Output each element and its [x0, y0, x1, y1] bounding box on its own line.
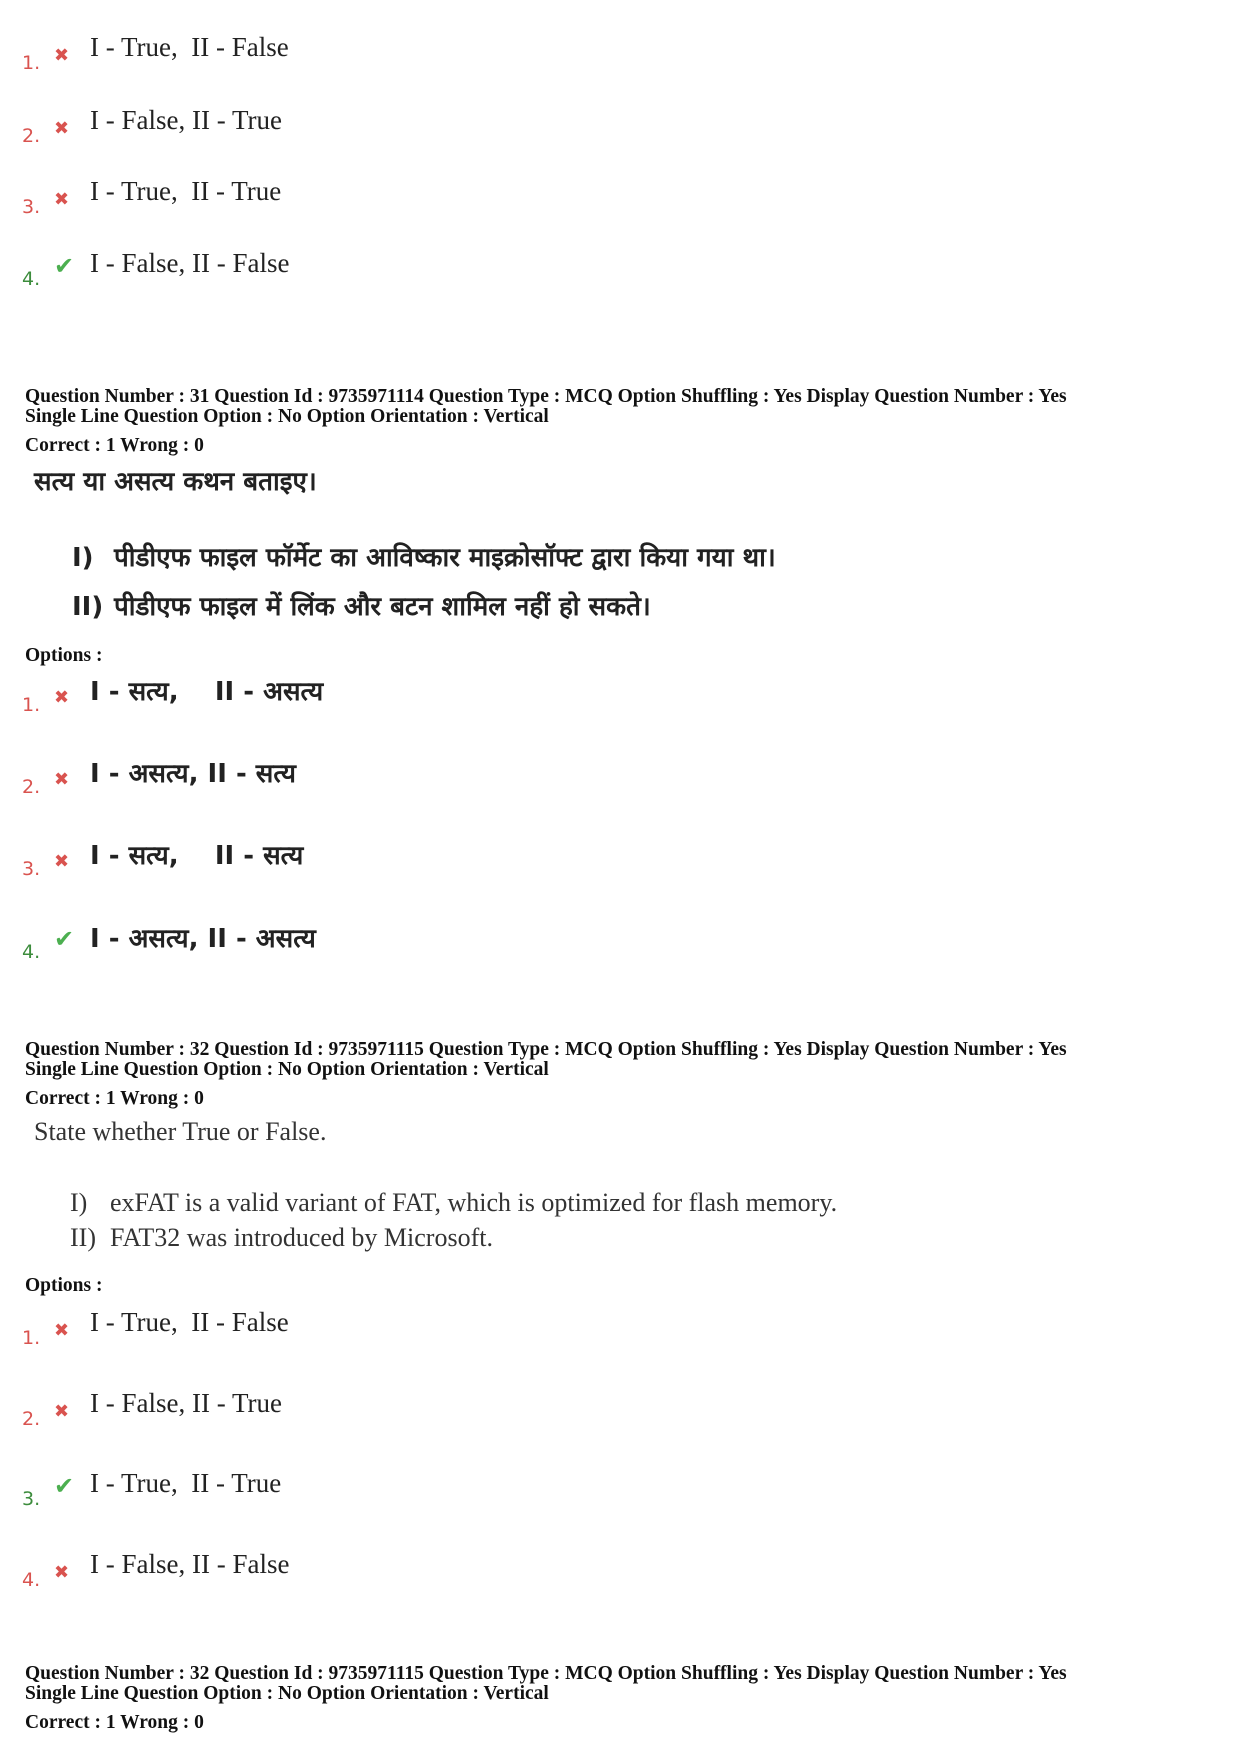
statement-label: I)	[72, 543, 94, 573]
option-number: 4.	[22, 268, 41, 290]
cross-icon: ✖	[54, 1562, 70, 1583]
cross-icon: ✖	[54, 687, 70, 708]
question-meta-line1: Question Number : 32 Question Id : 9735971115 Question Type : MCQ Option Shuffling : Yes Display Question Number : Yes	[25, 1663, 1067, 1684]
question-meta-line1: Question Number : 31 Question Id : 9735971114 Question Type : MCQ Option Shuffling : Yes Display Question Number : Yes	[25, 386, 1067, 407]
statement-label: II)	[70, 1223, 96, 1252]
statement-1	[72, 538, 776, 574]
option-number: 4.	[22, 941, 41, 963]
cross-icon: ✖	[54, 851, 70, 872]
option-text: I - True, II - True	[90, 1468, 282, 1498]
option-number: 1.	[22, 52, 41, 74]
question-meta-line2: Single Line Question Option : No Option Orientation : Vertical	[25, 406, 549, 427]
cross-icon: ✖	[54, 1401, 70, 1422]
question-text: State whether True or False.	[34, 1117, 327, 1146]
option-number: 3.	[22, 1488, 41, 1510]
cross-icon: ✖	[54, 189, 70, 210]
option-number: 2.	[22, 1408, 41, 1430]
question-meta-line1: Question Number : 32 Question Id : 9735971115 Question Type : MCQ Option Shuffling : Yes Display Question Number : Yes	[25, 1039, 1067, 1060]
check-icon: ✔	[54, 1472, 75, 1500]
option-number: 3.	[22, 858, 41, 880]
score-line: Correct : 1 Wrong : 0	[25, 1088, 204, 1109]
statement-label: I)	[70, 1188, 88, 1217]
check-icon: ✔	[54, 925, 75, 953]
option-text: I - False, II - False	[90, 1549, 290, 1579]
statement-text: पीडीएफ फाइल में लिंक और बटन शामिल नहीं हो सकते।	[114, 592, 651, 622]
cross-icon: ✖	[54, 769, 70, 790]
options-label: Options :	[25, 645, 103, 666]
score-line: Correct : 1 Wrong : 0	[25, 1712, 204, 1733]
question-meta-line2: Single Line Question Option : No Option Orientation : Vertical	[25, 1059, 549, 1080]
statement-text: FAT32 was introduced by Microsoft.	[110, 1223, 493, 1252]
statement-1	[70, 1188, 837, 1218]
option-number: 1.	[22, 694, 41, 716]
option-text: I - सत्य, II - असत्य	[90, 677, 324, 707]
option-text: I - True, II - False	[90, 32, 289, 62]
option-text: I - False, II - True	[90, 105, 282, 135]
question-meta-line2: Single Line Question Option : No Option Orientation : Vertical	[25, 1683, 549, 1704]
cross-icon: ✖	[54, 118, 70, 139]
option-text: I - True, II - True	[90, 176, 282, 206]
option-number: 2.	[22, 776, 41, 798]
statement-2	[72, 587, 651, 623]
options-label: Options :	[25, 1275, 103, 1296]
statement-text: exFAT is a valid variant of FAT, which is optimized for flash memory.	[110, 1188, 838, 1217]
option-text: I - False, II - False	[90, 248, 290, 278]
cross-icon: ✖	[54, 45, 70, 66]
option-number: 2.	[22, 125, 41, 147]
option-text: I - असत्य, II - असत्य	[90, 924, 316, 954]
check-icon: ✔	[54, 252, 75, 280]
question-text: सत्य या असत्य कथन बताइए।	[34, 467, 317, 497]
option-text: I - असत्य, II - सत्य	[90, 759, 296, 789]
statement-2	[70, 1223, 493, 1253]
statement-label: II)	[72, 592, 104, 622]
score-line: Correct : 1 Wrong : 0	[25, 435, 204, 456]
cross-icon: ✖	[54, 1320, 70, 1341]
option-number: 3.	[22, 196, 41, 218]
statement-text: पीडीएफ फाइल फॉर्मेट का आविष्कार माइक्रोसॉफ्ट द्वारा किया गया था।	[114, 543, 776, 573]
option-text: I - सत्य, II - सत्य	[90, 841, 304, 871]
option-number: 1.	[22, 1327, 41, 1349]
option-number: 4.	[22, 1569, 41, 1591]
option-text: I - True, II - False	[90, 1307, 289, 1337]
option-text: I - False, II - True	[90, 1388, 282, 1418]
